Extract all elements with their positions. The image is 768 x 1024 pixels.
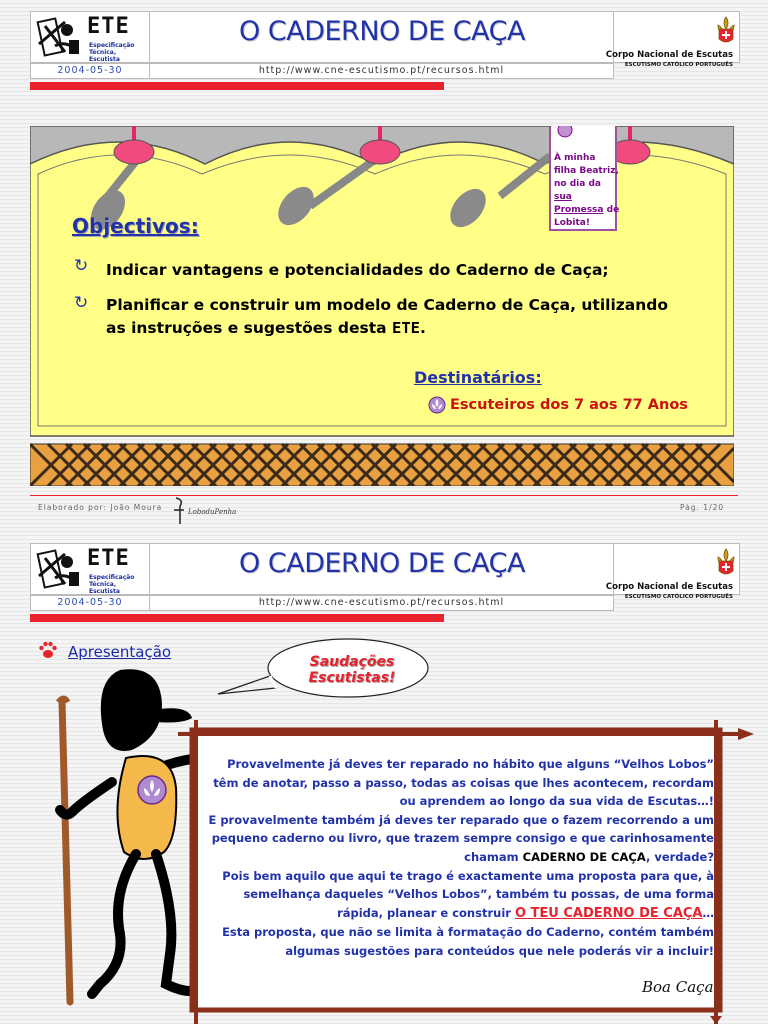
page-title: O CADERNO DE CAÇA bbox=[239, 548, 525, 579]
url-label[interactable]: http://www.cne-escutismo.pt/recursos.html bbox=[149, 63, 614, 79]
ete-logo-subtitle: Especificação Técnica, Escutista bbox=[89, 42, 135, 63]
ete-logo-box bbox=[31, 12, 150, 62]
paragraph bbox=[200, 867, 714, 924]
ete-logo-subtitle: Especificação Técnica, Escutista bbox=[89, 574, 135, 595]
dedication-tag bbox=[554, 152, 620, 230]
tag-line: Lobita! bbox=[554, 218, 590, 228]
footer-divider bbox=[30, 495, 738, 496]
presentation-text bbox=[200, 755, 714, 961]
tag-line-part: de bbox=[603, 205, 620, 215]
paragraph-part: E provavelmente também já deves ter reparado que o fazem recorrendo a um pequeno caderno ou livro, que trazem sempre consigo e que carinhosamente chamam bbox=[208, 812, 714, 864]
audience-title: Destinatários: bbox=[414, 368, 542, 387]
objectives-title: Objectivos: bbox=[72, 214, 199, 238]
tag-line-part: no dia da bbox=[554, 179, 601, 189]
section-title: Apresentação bbox=[68, 643, 172, 661]
cne-emblem-icon bbox=[714, 15, 738, 47]
scout-tools-icon bbox=[35, 16, 85, 60]
page-title: O CADERNO DE CAÇA bbox=[239, 16, 525, 47]
ete-logo-text: ETE bbox=[87, 14, 130, 39]
scout-tools-icon bbox=[35, 548, 85, 592]
caderno-de-caca-label: CADERNO DE CAÇA bbox=[522, 849, 646, 864]
fleur-de-lis-icon bbox=[428, 396, 446, 414]
org-logo-box bbox=[605, 544, 739, 600]
org-name: Corpo Nacional de Escutas bbox=[605, 50, 733, 60]
date-label: 2004-05-30 bbox=[30, 595, 150, 611]
slide2-header bbox=[30, 543, 740, 600]
paragraph-part: … bbox=[702, 905, 714, 920]
url-label[interactable]: http://www.cne-escutismo.pt/recursos.html bbox=[149, 595, 614, 611]
date-label: 2004-05-30 bbox=[30, 63, 150, 79]
ete-logo-text: ETE bbox=[87, 546, 130, 571]
org-logo-box bbox=[605, 12, 739, 68]
paragraph bbox=[200, 811, 714, 867]
audience-item: Escuteiros dos 7 aos 77 Anos bbox=[450, 397, 688, 413]
objective-item: Indicar vantagens e potencialidades do Caderno de Caça; bbox=[106, 261, 609, 279]
signature-mark-icon bbox=[172, 496, 188, 526]
closing-signature: Boa Caça bbox=[642, 978, 714, 996]
objective-text: as instruções e sugestões desta bbox=[106, 319, 393, 337]
paragraph: Esta proposta, que não se limita à formatação do Caderno, contém também algumas sugestões para conteúdos que nele poderás vir a incluir! bbox=[222, 925, 714, 958]
slide1-header bbox=[30, 11, 740, 68]
tag-line: À minha bbox=[554, 153, 596, 163]
circular-arrow-icon: ↻ bbox=[74, 293, 89, 313]
ete-inline-logo: ETE bbox=[392, 319, 421, 337]
paw-print-icon bbox=[38, 640, 58, 660]
tag-line: filha Beatriz, bbox=[554, 166, 619, 176]
footer-author: Elaborado por: João Moura bbox=[38, 503, 163, 512]
footer-signature: LoboduPenha bbox=[188, 508, 237, 516]
tag-line-part: sua bbox=[554, 192, 572, 202]
cne-emblem-icon bbox=[714, 547, 738, 579]
tag-line bbox=[554, 204, 620, 217]
teu-caderno-label: O TEU CADERNO DE CAÇA bbox=[514, 905, 703, 921]
tag-line bbox=[554, 178, 620, 204]
org-subtitle: ESCUTISMO CATÓLICO PORTUGUÊS bbox=[624, 62, 733, 68]
objective-text: . bbox=[420, 319, 426, 337]
objective-item-continued bbox=[106, 317, 426, 339]
circular-arrow-icon: ↻ bbox=[74, 256, 89, 276]
paragraph-part: , verdade? bbox=[645, 849, 714, 864]
tag-line-part: Promessa bbox=[554, 205, 604, 215]
org-subtitle: ESCUTISMO CATÓLICO PORTUGUÊS bbox=[624, 594, 733, 600]
page-number: Pág. 1/20 bbox=[680, 503, 725, 512]
org-name: Corpo Nacional de Escutas bbox=[605, 582, 733, 592]
ete-logo-box bbox=[31, 544, 150, 594]
objective-item: Planificar e construir um modelo de Caderno de Caça, utilizando bbox=[106, 296, 669, 314]
paragraph: Provavelmente já deves ter reparado no hábito que alguns “Velhos Lobos” têm de anotar, passo a passo, todas as coisas que lhes acontecem, recordam ou aprendem ao longo da sua vida de Escutas…! bbox=[213, 757, 714, 809]
header-accent-bar bbox=[30, 82, 444, 90]
paragraph-part: Pois bem aquilo que aqui te trago é exactamente uma proposta para que, à semelhança daqueles “Velhos Lobos”, também tu possas, de uma forma rápida, planear e construir bbox=[222, 868, 714, 920]
speech-text: Saudações Escutistas! bbox=[308, 654, 396, 686]
header-accent-bar bbox=[30, 614, 444, 622]
